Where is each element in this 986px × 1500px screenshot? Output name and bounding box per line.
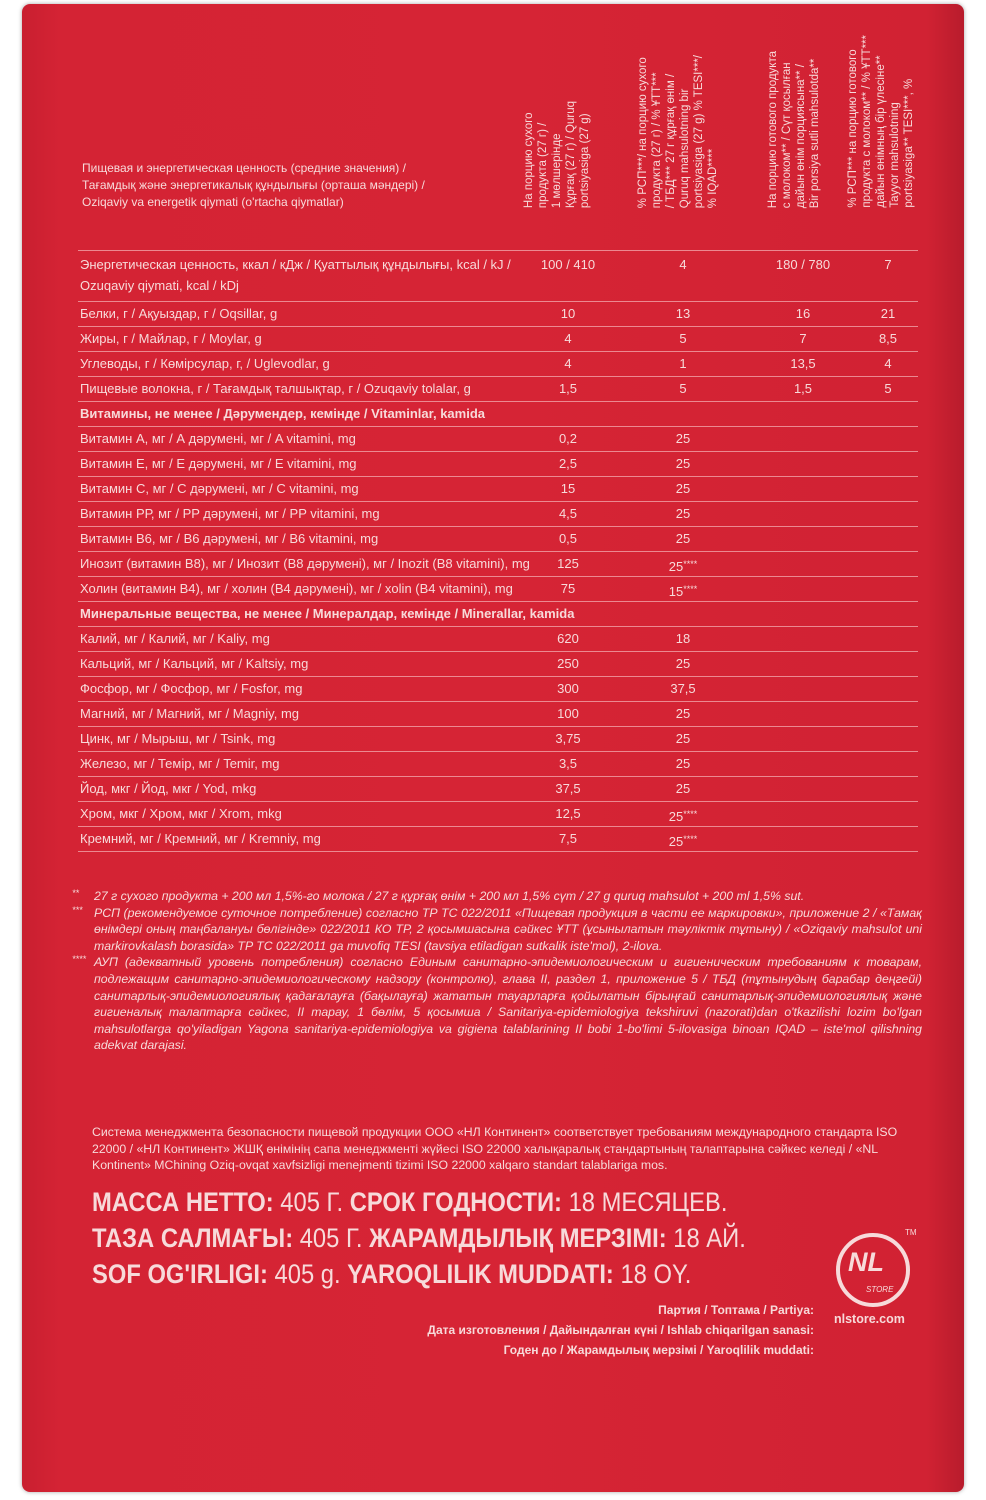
row-value: 4 bbox=[884, 356, 892, 371]
row-label: Витамин А, мг / А дәрумені, мг / A vitamini, mg bbox=[80, 431, 356, 446]
footnote-mark: **** bbox=[683, 834, 698, 844]
table-row bbox=[78, 776, 918, 801]
row-value: 7 bbox=[799, 331, 807, 346]
row-label: Витамин В6, мг / В6 дәрумені, мг / B6 vitamini, mg bbox=[80, 531, 379, 546]
row-value: 300 bbox=[557, 681, 579, 696]
row-label: Минеральные вещества, не менее / Минералдар, кемінде / Minerallar, kamida bbox=[80, 606, 575, 621]
row-label: Кремний, мг / Кремний, мг / Kremniy, mg bbox=[80, 831, 321, 846]
row-label: Энергетическая ценность, ккал / кДж / Қуаттылық құндылығы, kcal / kJ / Ozuqaviy qiymati, kcal / kDj bbox=[80, 257, 511, 293]
row-value: 3,75 bbox=[555, 731, 581, 746]
row-value: 5 bbox=[884, 381, 892, 396]
row-value: 4 bbox=[679, 257, 687, 272]
row-label: Витамин РР, мг / PP дәрумені, мг / PP vitamini, mg bbox=[80, 506, 380, 521]
expiry-label: Годен до / Жарамдылық мерзімі / Yaroqlilik muddati: bbox=[503, 1343, 814, 1357]
table-row bbox=[78, 501, 918, 526]
manufacture-date-label: Дата изготовления / Дайындалған күні / Ishlab chiqarilgan sanasi: bbox=[427, 1323, 814, 1337]
net-weight-ru: МАССА НЕТТО: 405 Г. СРОК ГОДНОСТИ: 18 МЕСЯЦЕВ. bbox=[92, 1187, 728, 1217]
row-value: 1,5 bbox=[558, 381, 578, 396]
footnote-mark: **** bbox=[683, 559, 698, 569]
row-value: 12,5 bbox=[555, 806, 581, 821]
row-value: 25 bbox=[675, 656, 691, 671]
row-value: 1,5 bbox=[793, 381, 813, 396]
row-label: Витамины, не менее / Дәрумендер, кемінде / Vitaminlar, kamida bbox=[80, 406, 486, 421]
table-row bbox=[78, 676, 918, 701]
footnote: **** АУП (адекватный уровень потребления) согласно Единым санитарно-эпидемиологическим и гигиеническим требованиям к товарам, подлежащим санитарно-эпидемиологическому надзору (контролю), глава II, раздел 1, приложение 5 / ТБД (тұтынудың барабар деңгейі) санитарлық-эпидемиологиялық қадағалауға (бақылауға) жататын тауарларға қойылатын бірыңғай санитарлық-эпидемиологиялық және гигиеналық талаптарға сәйкес, II тарау, 1 бөлім, 5 қосымша / Sanitariya-epidemiologiya tekshiruvi (nazorati)dan o'tkazilishi lozim bo'lgan mahsulotlarga qo'yiladigan Yagona sanitariya-epidemiologiya va gigiena talablarining II bobi 1-bo'limi 5-ilovasiga binoan IQAD – iste'mol qilishning adekvat darajasi. bbox=[72, 954, 922, 1053]
row-value: 25 bbox=[675, 706, 691, 721]
table-row bbox=[78, 376, 918, 401]
row-label: Цинк, мг / Мырыш, мг / Tsink, mg bbox=[80, 731, 276, 746]
row-value: 0,2 bbox=[558, 431, 578, 446]
table-row bbox=[78, 451, 918, 476]
footnote: *** РСП (рекомендуемое суточное потребление) согласно ТР ТС 022/2011 «Пищевая продукция в части ее маркировки», приложение 2 / «Тамақ өнімдері оның таңбалануы бөлігінде» 022/2011 КО ТР, 2 қосымшасына сәйкес ҰТТ (ұсынылатын тәуліктік тұтыну) / «Oziqaviy mahsulot uni markirovkalash borasida» TP TC 022/2011 ga muvofiq TESI (tavsiya etiladigan sutkalik iste'mol), 2-ilova. bbox=[72, 904, 922, 953]
row-value: 0,5 bbox=[558, 531, 578, 546]
header-line-ru: Пищевая и энергетическая ценность (средние значения) / bbox=[82, 161, 406, 175]
footnotes bbox=[72, 888, 922, 1054]
row-value: 25**** bbox=[668, 834, 698, 849]
row-value: 75 bbox=[560, 581, 576, 596]
table-row bbox=[78, 576, 918, 601]
iso-statement: Система менеджмента безопасности пищевой продукции ООО «НЛ Континент» соответствует требованиям международного стандарта ISO 22000 / «НЛ Континент» ЖШҚ өнімінің сапа менеджменті жүйесі ISO 22000 халықаралық стандартының талаптарына сәйкес келеді / «NL Kontinent» MChining Oziq-ovqat xavfsizligi menejmenti tizimi ISO 22000 xalqaro standart talablariga mos. bbox=[92, 1125, 898, 1173]
row-value: 100 / 410 bbox=[540, 257, 596, 272]
row-value: 4 bbox=[564, 331, 572, 346]
row-value: 2,5 bbox=[558, 456, 578, 471]
header-line-kz: Тағамдық және энергетикалық құндылығы (орташа мәндері) / bbox=[82, 178, 425, 192]
row-value: 25 bbox=[675, 531, 691, 546]
table-row bbox=[78, 726, 918, 751]
logo-subtext: STORE bbox=[866, 1285, 894, 1294]
row-value: 21 bbox=[880, 306, 896, 321]
table-row bbox=[78, 426, 918, 451]
row-value: 250 bbox=[557, 656, 579, 671]
row-label: Хром, мкг / Хром, мкг / Xrom, mkg bbox=[80, 806, 282, 821]
net-weight-uz: SOF OG'IRLIGI: 405 g. YAROQLILIK MUDDATI: 18 OY. bbox=[92, 1259, 692, 1289]
table-row bbox=[78, 701, 918, 726]
section-row bbox=[78, 401, 918, 426]
row-value: 25 bbox=[675, 456, 691, 471]
row-value: 5 bbox=[679, 381, 687, 396]
row-label: Пищевые волокна, г / Тағамдық талшықтар, г / Ozuqaviy tolalar, g bbox=[80, 381, 471, 396]
row-value: 18 bbox=[675, 631, 691, 646]
table-row bbox=[78, 526, 918, 551]
row-label: Инозит (витамин В8), мг / Инозит (В8 дәрумені), мг / Inozit (B8 vitamini), mg bbox=[80, 556, 530, 571]
row-label: Железо, мг / Темір, мг / Temir, mg bbox=[80, 756, 280, 771]
row-value: 37,5 bbox=[670, 681, 696, 696]
lot-label: Партия / Топтама / Partiya: bbox=[658, 1303, 814, 1317]
nutrition-table bbox=[78, 250, 918, 852]
table-row bbox=[78, 326, 918, 351]
row-value: 25 bbox=[675, 506, 691, 521]
net-weight-kz: ТАЗА САЛМАҒЫ: 405 Г. ЖАРАМДЫЛЫҚ МЕРЗІМІ: 18 АЙ. bbox=[92, 1223, 746, 1253]
table-row bbox=[78, 751, 918, 776]
table-row bbox=[78, 351, 918, 376]
row-label: Углеводы, г / Көмірсулар, г, / Uglevodlar, g bbox=[80, 356, 330, 371]
row-value: 180 / 780 bbox=[775, 257, 831, 272]
row-value: 620 bbox=[557, 631, 579, 646]
row-value: 7 bbox=[884, 257, 892, 272]
row-label: Жиры, г / Майлар, г / Moylar, g bbox=[80, 331, 262, 346]
row-value: 25**** bbox=[668, 809, 698, 824]
row-label: Витамин С, мг / С дәрумені, мг / C vitamini, mg bbox=[80, 481, 359, 496]
row-value: 25 bbox=[675, 731, 691, 746]
row-label: Белки, г / Ақуыздар, г / Oqsillar, g bbox=[80, 306, 278, 321]
row-label: Калий, мг / Калий, мг / Kaliy, mg bbox=[80, 631, 270, 646]
table-row bbox=[78, 801, 918, 826]
row-value: 1 bbox=[679, 356, 687, 371]
row-value: 15**** bbox=[668, 584, 698, 599]
row-value: 13 bbox=[675, 306, 691, 321]
table-row bbox=[78, 476, 918, 501]
row-value: 25**** bbox=[668, 559, 698, 574]
row-value: 4 bbox=[564, 356, 572, 371]
row-value: 125 bbox=[557, 556, 579, 571]
row-value: 25 bbox=[675, 781, 691, 796]
table-row bbox=[78, 551, 918, 576]
row-value: 3,5 bbox=[558, 756, 578, 771]
row-value: 5 bbox=[679, 331, 687, 346]
row-label: Фосфор, мг / Фосфор, мг / Fosfor, mg bbox=[80, 681, 303, 696]
website: nlstore.com bbox=[834, 1312, 905, 1326]
logo-text: NL bbox=[848, 1247, 884, 1277]
row-label: Магний, мг / Магний, мг / Magniy, mg bbox=[80, 706, 300, 721]
footnote: ** 27 г сухого продукта + 200 мл 1,5%-го молока / 27 г құрғақ өнім + 200 мл 1,5% сүт / 27 g quruq mahsulot + 200 ml 1,5% sut. bbox=[72, 888, 805, 903]
row-value: 16 bbox=[795, 306, 811, 321]
row-label: Витамин Е, мг / Е дәрумені, мг / E vitamini, mg bbox=[80, 456, 357, 471]
row-value: 100 bbox=[557, 706, 579, 721]
table-row bbox=[78, 826, 918, 851]
row-value: 25 bbox=[675, 431, 691, 446]
row-value: 15 bbox=[560, 481, 576, 496]
trademark-mark: TM bbox=[905, 1228, 917, 1237]
table-row bbox=[78, 301, 918, 326]
row-value: 25 bbox=[675, 481, 691, 496]
footnote-mark: **** bbox=[683, 809, 698, 819]
column-header-dry: На порцию сухого продукта (27 г) / 1 мөлшерінде Құрғақ (27 г) / Quruq portsiyasiga (27 g) bbox=[523, 100, 591, 208]
row-value: 10 bbox=[560, 306, 576, 321]
footnote-mark: **** bbox=[683, 584, 698, 594]
column-header-dry-percent: % РСП***/ на порцию сухого продукта (27 г) / % ҰТТ*** / ТБД*** 27 г құрғақ өнім / Quruq mahsulotning bir portsiyasiga (27 g) % TESI***/ % IQAD**** bbox=[637, 54, 719, 208]
header-line-uz: Oziqaviy va energetik qiymati (o'rtacha qiymatlar) bbox=[82, 195, 344, 209]
row-value: 8,5 bbox=[878, 331, 898, 346]
table-row bbox=[78, 651, 918, 676]
section-row bbox=[78, 601, 918, 626]
row-label: Холин (витамин В4), мг / холин (В4 дәрумені), мг / xolin (B4 vitamini), mg bbox=[80, 581, 513, 596]
row-value: 37,5 bbox=[555, 781, 581, 796]
row-label: Йод, мкг / Йод, мкг / Yod, mkg bbox=[80, 781, 257, 796]
column-header-ready: На порцию готового продукта с молоком** / Сүт қосылған дайын өнім порциясына** / Bir porsiya sutli mahsulotda** bbox=[767, 50, 821, 208]
table-row bbox=[78, 250, 918, 301]
row-value: 7,5 bbox=[558, 831, 578, 846]
row-value: 25 bbox=[675, 756, 691, 771]
table-header bbox=[82, 160, 425, 211]
row-value: 4,5 bbox=[558, 506, 578, 521]
row-label: Кальций, мг / Кальций, мг / Kaltsiy, mg bbox=[80, 656, 309, 671]
column-header-ready-percent: % РСП*** на порцию готового продукта с молоком** / % ҰТТ*** дайын өнімның бір үлесіне** Tayyor mahsulotning portsiyasiga** TESI***, % bbox=[847, 35, 915, 208]
row-value: 13,5 bbox=[790, 356, 816, 371]
table-row bbox=[78, 626, 918, 651]
